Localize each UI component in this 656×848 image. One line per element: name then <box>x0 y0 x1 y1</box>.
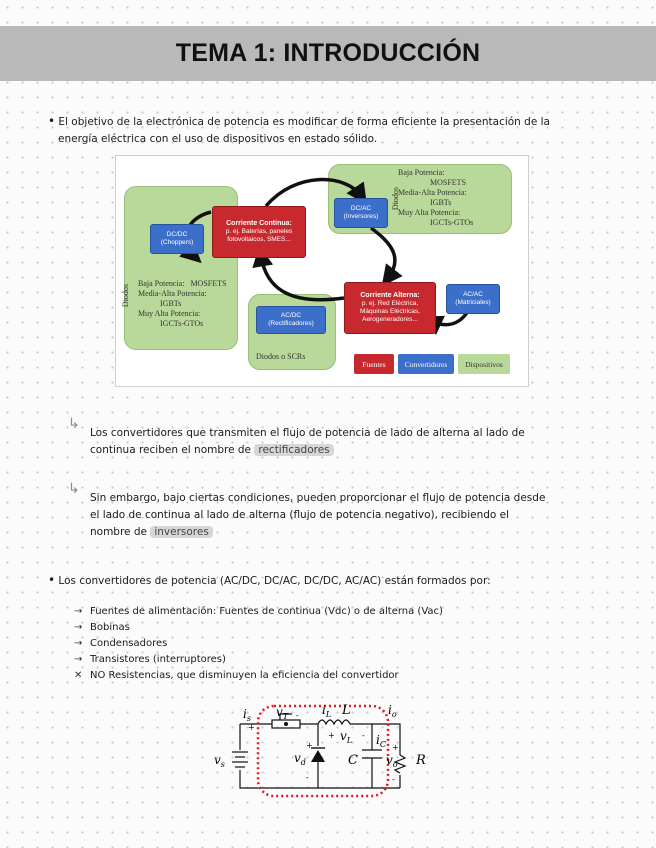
svg-text:+: + <box>392 743 399 752</box>
note-rectifiers <box>90 425 570 459</box>
arrow-acdc-to-dc <box>261 256 344 300</box>
left-vertical-label: Diodos <box>121 283 131 308</box>
label-vo: $v_o$ <box>386 753 398 769</box>
label-L: L <box>342 703 351 718</box>
bullet-dot: • <box>48 573 56 587</box>
bullet-dot: • <box>48 114 56 128</box>
intro-paragraph <box>48 113 608 148</box>
hook-arrow-icon: ↳ <box>68 481 80 497</box>
section2-heading: • Los convertidores de potencia (AC/DC, DC/AC, DC/DC, AC/AC) están formados por: <box>48 573 491 587</box>
label-vT: $v_T$ <box>276 705 289 721</box>
legend-fuentes: Fuentes <box>354 354 394 374</box>
converters-diagram <box>115 155 529 387</box>
list-item: → Fuentes de alimentación: Fuentes de continua (Vdc) o de alterna (Vac) <box>74 606 443 617</box>
components-list <box>74 604 554 684</box>
label-vs: $v_s$ <box>214 753 225 769</box>
boost-converter-circuit <box>210 700 450 805</box>
svg-text:+: + <box>248 723 255 732</box>
label-is: $i_s$ <box>243 707 251 723</box>
label-vd: $v_d$ <box>294 751 306 767</box>
right-devices-text: Baja Potencia: MOSFETS Media-Alta Potencia: IGBTs Muy Alta Potencia: IGCTs-GTOs <box>398 168 474 227</box>
intro-line-1: El objetivo de la electrónica de potencia es modificar de forma eficiente la presentación de la <box>58 116 550 128</box>
svg-text:-: - <box>362 731 365 740</box>
highlight-inversores: inversores <box>150 526 212 538</box>
hook-arrow-icon: ↳ <box>68 416 80 432</box>
svg-text:-: - <box>392 775 395 784</box>
svg-text:-: - <box>306 773 309 782</box>
cycle-arrows <box>116 156 528 386</box>
right-vertical-label: Diodos <box>391 186 401 211</box>
note2-line-2: el lado de continua al lado de alterna (flujo de potencia negativo), recibiendo el <box>90 509 510 521</box>
note2-line-3: nombre de <box>90 526 147 538</box>
list-item: → Condensadores <box>74 638 168 649</box>
note1-line-1: Los convertidores que transmiten el flujo de potencia de lado de alterna al lado de <box>90 427 525 439</box>
highlight-rectificadores: rectificadores <box>254 444 333 456</box>
legend-convertidores: Convertidores <box>398 354 454 374</box>
legend-dispositivos: Dispositivos <box>458 354 510 374</box>
note1-line-2: continua reciben el nombre de <box>90 444 252 456</box>
arrow-dcac-to-ac <box>371 228 395 278</box>
acac-converter-box: AC/AC (Matriciales) <box>446 284 500 314</box>
svg-text:+: + <box>306 741 313 750</box>
label-io: $i_o$ <box>388 703 397 719</box>
ac-source-box: Corriente Alterna: p. ej. Red Eléctrica, Máquinas Eléctricas, Aerogeneradores... <box>344 282 436 334</box>
label-R: R <box>416 753 426 768</box>
list-item: ✕ NO Resistencias, que disminuyen la eficiencia del convertidor <box>74 670 399 681</box>
acdc-converter-box: AC/DC (Rectificadores) <box>256 306 326 334</box>
label-iC: $i_C$ <box>376 733 386 749</box>
list-item: → Bobinas <box>74 622 130 633</box>
label-iL: $i_L$ <box>322 703 332 719</box>
list-item: → Transistores (interruptores) <box>74 654 226 665</box>
dc-source-box: Corriente Continua: p. ej. Baterías, paneles fotovoltaicos, SMES... <box>212 206 306 258</box>
svg-text:-: - <box>296 711 299 720</box>
note-inverters <box>90 490 570 541</box>
svg-text:+: + <box>328 731 335 740</box>
label-C: C <box>348 753 358 768</box>
label-vL: $v_L$ <box>340 729 353 745</box>
note2-line-1: Sin embargo, bajo ciertas condiciones, pueden proporcionar el flujo de potencia desde <box>90 492 546 504</box>
intro-line-2: energía eléctrica con el uso de dispositivos en estado sólido. <box>58 133 378 145</box>
bottom-devices-text: Diodos o SCRs <box>256 352 306 361</box>
dcdc-converter-box: DC/DC (Choppers) <box>150 224 204 254</box>
left-devices-text: Baja Potencia: MOSFETS Media-Alta Potencia: IGBTs Muy Alta Potencia: IGCTs-GTOs <box>138 279 227 328</box>
page-title: TEMA 1: INTRODUCCIÓN <box>175 39 481 67</box>
dcac-converter-box: DC/AC (Inversores) <box>334 198 388 228</box>
title-bar <box>0 26 656 81</box>
